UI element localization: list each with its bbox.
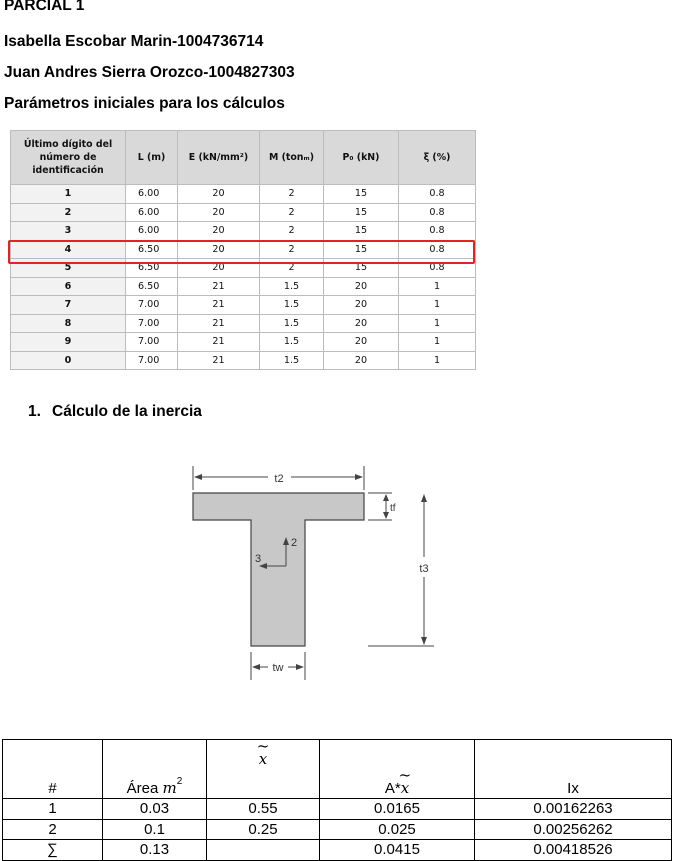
header-num: # (3, 740, 103, 799)
label-t3: t3 (419, 563, 429, 575)
param-cell-L: 6.50 (126, 277, 178, 296)
results-row (3, 799, 672, 820)
student-name-2: Juan Andres Sierra Orozco-1004827303 (4, 64, 295, 81)
param-cell-E: 21 (178, 277, 260, 296)
header-L: L (m) (126, 131, 178, 185)
param-cell-xi: 0.8 (399, 240, 476, 259)
header-xtilde (207, 737, 320, 799)
param-cell-M: 2 (260, 203, 324, 222)
header-digit-line2: número de (39, 152, 97, 163)
param-cell-L: 7.00 (126, 296, 178, 315)
sum-symbol: ∑ (3, 840, 103, 861)
section-heading (28, 403, 202, 421)
parameters-table (10, 130, 476, 370)
parameters-row (11, 203, 476, 222)
results-row (3, 819, 672, 840)
result-cell-num: 2 (3, 819, 103, 840)
param-cell-E: 20 (178, 240, 260, 259)
param-cell-P: 20 (324, 333, 399, 352)
param-cell-P: 15 (324, 203, 399, 222)
header-ix: Ix (475, 740, 672, 799)
param-cell-M: 1.5 (260, 296, 324, 315)
param-cell-xi: 0.8 (399, 259, 476, 278)
param-cell-P: 15 (324, 259, 399, 278)
label-t2: t2 (274, 473, 284, 485)
header-P: P₀ (kN) (324, 131, 399, 185)
parameters-row (11, 314, 476, 333)
param-cell-digit: 6 (11, 277, 126, 296)
param-cell-P: 15 (324, 222, 399, 241)
results-sum-row (3, 840, 672, 861)
param-cell-P: 20 (324, 277, 399, 296)
header-area-exponent: 2 (176, 776, 183, 787)
axis-label-2: 2 (291, 537, 298, 549)
result-cell-ix: 0.00162263 (475, 799, 672, 820)
parameters-row (11, 277, 476, 296)
parameters-table-image (10, 130, 475, 378)
tilde-mark: ~ (256, 737, 270, 755)
param-cell-digit: 2 (11, 203, 126, 222)
param-cell-M: 2 (260, 222, 324, 241)
tee-shape (193, 493, 364, 646)
page-title: PARCIAL 1 (4, 0, 85, 14)
tilde-mark-ax: ~ (398, 766, 412, 784)
param-cell-M: 1.5 (260, 351, 324, 370)
result-cell-ax: 0.0165 (320, 799, 475, 820)
param-cell-E: 20 (178, 185, 260, 204)
student-name-1: Isabella Escobar Marin-1004736714 (4, 33, 264, 50)
parameters-row (11, 296, 476, 315)
param-cell-P: 15 (324, 185, 399, 204)
axis-label-3: 3 (255, 553, 262, 565)
param-cell-E: 21 (178, 296, 260, 315)
param-cell-digit: 1 (11, 185, 126, 204)
tee-section-diagram (188, 462, 438, 692)
param-cell-M: 1.5 (260, 333, 324, 352)
header-ax-prefix: A* (384, 780, 401, 797)
param-cell-E: 20 (178, 259, 260, 278)
header-xi: ξ (%) (399, 131, 476, 185)
parameters-row (11, 333, 476, 352)
parameters-row (11, 185, 476, 204)
param-cell-xi: 1 (399, 333, 476, 352)
param-cell-L: 7.00 (126, 314, 178, 333)
parameters-header-row (11, 131, 476, 185)
param-cell-L: 6.50 (126, 240, 178, 259)
param-cell-digit: 7 (11, 296, 126, 315)
label-tw: tw (272, 662, 284, 674)
header-ax (320, 740, 475, 799)
param-cell-M: 2 (260, 240, 324, 259)
header-area (103, 740, 207, 799)
param-cell-P: 15 (324, 240, 399, 259)
param-cell-L: 7.00 (126, 351, 178, 370)
param-cell-E: 21 (178, 314, 260, 333)
header-digit-line3: identificación (32, 165, 104, 176)
sum-ax: 0.0415 (320, 840, 475, 861)
header-E: E (kN/mm²) (178, 131, 260, 185)
param-cell-L: 7.00 (126, 333, 178, 352)
results-header-row (3, 740, 672, 799)
header-ax-x: x (400, 779, 410, 797)
section-title: Cálculo de la inercia (52, 403, 202, 420)
params-heading: Parámetros iniciales para los cálculos (4, 95, 285, 112)
result-cell-num: 1 (3, 799, 103, 820)
param-cell-xi: 0.8 (399, 203, 476, 222)
param-cell-xi: 0.8 (399, 222, 476, 241)
param-cell-M: 1.5 (260, 277, 324, 296)
param-cell-E: 21 (178, 351, 260, 370)
sum-x (207, 840, 320, 861)
param-cell-xi: 1 (399, 296, 476, 315)
param-cell-M: 1.5 (260, 314, 324, 333)
result-cell-area: 0.03 (103, 799, 207, 820)
param-cell-digit: 3 (11, 222, 126, 241)
parameters-row (11, 351, 476, 370)
header-area-label: Área (126, 780, 163, 797)
sum-area: 0.13 (103, 840, 207, 861)
param-cell-L: 6.00 (126, 203, 178, 222)
label-tf: tf (390, 503, 396, 514)
param-cell-xi: 1 (399, 314, 476, 333)
header-digit-line1: Último dígito del (23, 139, 113, 150)
result-cell-ix: 0.00256262 (475, 819, 672, 840)
section-number: 1. (28, 403, 41, 420)
result-cell-x: 0.55 (207, 799, 320, 820)
param-cell-M: 2 (260, 185, 324, 204)
param-cell-L: 6.50 (126, 259, 178, 278)
param-cell-digit: 0 (11, 351, 126, 370)
param-cell-E: 21 (178, 333, 260, 352)
param-cell-P: 20 (324, 296, 399, 315)
results-table (2, 739, 672, 861)
result-cell-ax: 0.025 (320, 819, 475, 840)
param-cell-digit: 5 (11, 259, 126, 278)
result-cell-area: 0.1 (103, 819, 207, 840)
param-cell-E: 20 (178, 203, 260, 222)
header-digit (11, 131, 126, 185)
param-cell-digit: 4 (11, 240, 126, 259)
param-cell-E: 20 (178, 222, 260, 241)
param-cell-xi: 0.8 (399, 185, 476, 204)
param-cell-L: 6.00 (126, 185, 178, 204)
param-cell-digit: 9 (11, 333, 126, 352)
result-cell-x: 0.25 (207, 819, 320, 840)
header-M: M (tonₘ) (260, 131, 324, 185)
header-x: x (258, 750, 268, 768)
parameters-row (11, 240, 476, 259)
header-area-unit: m (162, 779, 177, 797)
sum-ix: 0.00418526 (475, 840, 672, 861)
param-cell-P: 20 (324, 314, 399, 333)
param-cell-M: 2 (260, 259, 324, 278)
param-cell-digit: 8 (11, 314, 126, 333)
parameters-row (11, 222, 476, 241)
parameters-row (11, 259, 476, 278)
param-cell-xi: 1 (399, 277, 476, 296)
param-cell-xi: 1 (399, 351, 476, 370)
param-cell-L: 6.00 (126, 222, 178, 241)
param-cell-P: 20 (324, 351, 399, 370)
